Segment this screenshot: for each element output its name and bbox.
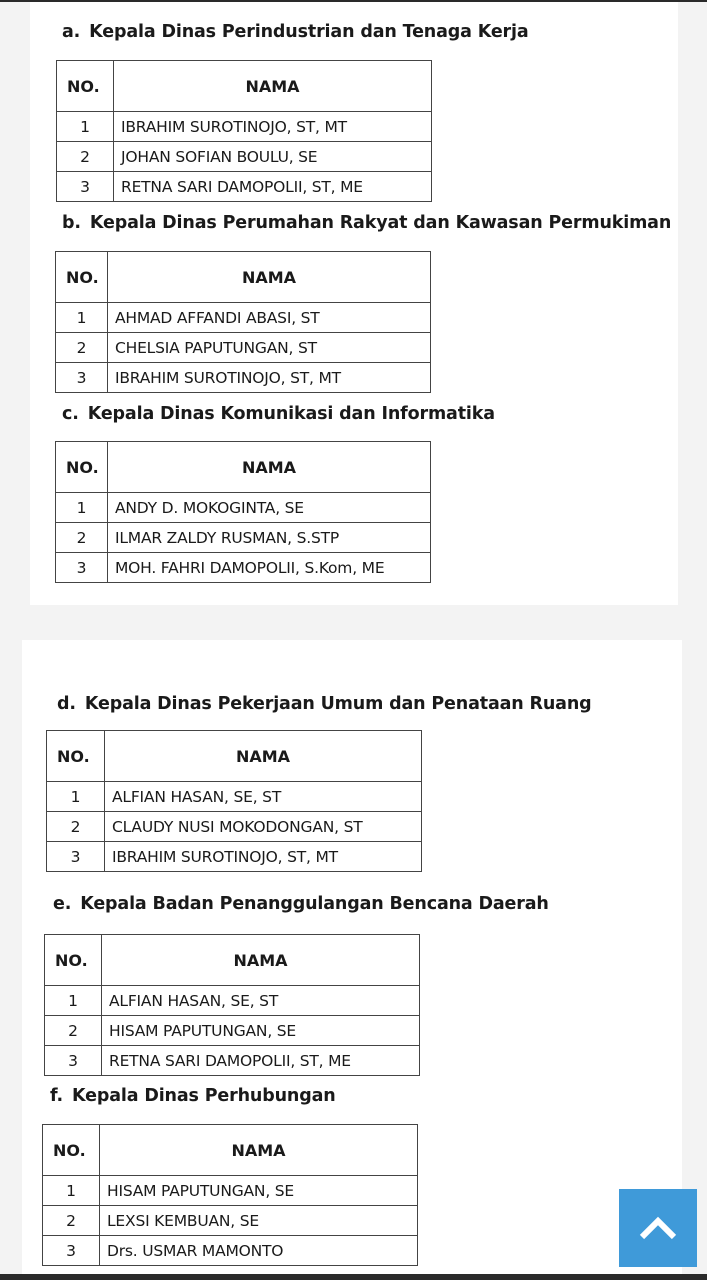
row-name: HISAM PAPUTUNGAN, SE: [102, 1016, 420, 1046]
row-name: Drs. USMAR MAMONTO: [100, 1236, 418, 1266]
section-letter: a.: [62, 22, 81, 42]
section-c-table: [55, 441, 431, 583]
section-e-table: [44, 934, 420, 1076]
table-row: [56, 523, 431, 553]
table-row: [43, 1206, 418, 1236]
section-letter: c.: [62, 404, 79, 424]
row-number: 1: [56, 303, 108, 333]
row-name: IBRAHIM SUROTINOJO, ST, MT: [108, 363, 431, 393]
table-row: [45, 1016, 420, 1046]
row-number: 3: [56, 363, 108, 393]
row-name: ILMAR ZALDY RUSMAN, S.STP: [108, 523, 431, 553]
section-e-heading: [53, 894, 549, 914]
row-name: AHMAD AFFANDI ABASI, ST: [108, 303, 431, 333]
section-b-table: [55, 251, 431, 393]
row-name: ALFIAN HASAN, SE, ST: [102, 986, 420, 1016]
section-letter: f.: [50, 1086, 64, 1106]
row-name: IBRAHIM SUROTINOJO, ST, MT: [114, 112, 432, 142]
table-row: [45, 986, 420, 1016]
row-number: 2: [47, 812, 105, 842]
header-no: NO.: [56, 442, 108, 493]
row-number: 1: [43, 1176, 100, 1206]
section-b-heading: [62, 213, 671, 233]
section-f-heading: [50, 1086, 336, 1106]
row-number: 3: [47, 842, 105, 872]
table-header-row: [47, 731, 422, 782]
row-number: 2: [56, 333, 108, 363]
section-title: Kepala Badan Penanggulangan Bencana Daerah: [80, 894, 549, 914]
table-row: [57, 112, 432, 142]
section-letter: d.: [57, 694, 76, 714]
chevron-up-icon: [638, 1215, 678, 1241]
row-name: ALFIAN HASAN, SE, ST: [105, 782, 422, 812]
row-number: 2: [57, 142, 114, 172]
row-name: RETNA SARI DAMOPOLII, ST, ME: [102, 1046, 420, 1076]
section-c-heading: [62, 404, 495, 424]
row-number: 2: [45, 1016, 102, 1046]
section-title: Kepala Dinas Perhubungan: [72, 1086, 336, 1106]
row-name: HISAM PAPUTUNGAN, SE: [100, 1176, 418, 1206]
table-header-row: [43, 1125, 418, 1176]
header-name: NAMA: [108, 442, 431, 493]
table-row: [57, 142, 432, 172]
table-header-row: [57, 61, 432, 112]
row-number: 2: [43, 1206, 100, 1236]
table-row: [56, 333, 431, 363]
table-row: [57, 172, 432, 202]
section-letter: b.: [62, 213, 81, 233]
row-name: RETNA SARI DAMOPOLII, ST, ME: [114, 172, 432, 202]
table-row: [56, 303, 431, 333]
section-d-heading: [57, 694, 592, 714]
header-no: NO.: [57, 61, 114, 112]
table-row: [56, 553, 431, 583]
row-name: CLAUDY NUSI MOKODONGAN, ST: [105, 812, 422, 842]
section-letter: e.: [53, 894, 72, 914]
row-number: 1: [47, 782, 105, 812]
row-number: 3: [43, 1236, 100, 1266]
table-row: [45, 1046, 420, 1076]
row-number: 3: [56, 553, 108, 583]
table-row: [56, 363, 431, 393]
row-name: MOH. FAHRI DAMOPOLII, S.Kom, ME: [108, 553, 431, 583]
table-row: [47, 842, 422, 872]
row-name: LEXSI KEMBUAN, SE: [100, 1206, 418, 1236]
table-header-row: [56, 252, 431, 303]
row-number: 1: [56, 493, 108, 523]
header-name: NAMA: [105, 731, 422, 782]
row-name: IBRAHIM SUROTINOJO, ST, MT: [105, 842, 422, 872]
section-title: Kepala Dinas Pekerjaan Umum dan Penataan Ruang: [84, 694, 592, 714]
header-no: NO.: [43, 1125, 100, 1176]
row-name: CHELSIA PAPUTUNGAN, ST: [108, 333, 431, 363]
header-name: NAMA: [102, 935, 420, 986]
table-header-row: [45, 935, 420, 986]
header-no: NO.: [45, 935, 102, 986]
table-row: [56, 493, 431, 523]
row-name: JOHAN SOFIAN BOULU, SE: [114, 142, 432, 172]
section-title: Kepala Dinas Komunikasi dan Informatika: [87, 404, 495, 424]
row-number: 2: [56, 523, 108, 553]
bottom-edge: [0, 1274, 707, 1280]
header-name: NAMA: [114, 61, 432, 112]
table-header-row: [56, 442, 431, 493]
section-title: Kepala Dinas Perindustrian dan Tenaga Kerja: [89, 22, 529, 42]
scroll-to-top-button[interactable]: [619, 1189, 697, 1267]
header-name: NAMA: [100, 1125, 418, 1176]
header-no: NO.: [56, 252, 108, 303]
section-a-heading: [62, 22, 529, 42]
header-no: NO.: [47, 731, 105, 782]
row-number: 1: [45, 986, 102, 1016]
section-d-table: [46, 730, 422, 872]
section-title: Kepala Dinas Perumahan Rakyat dan Kawasan Permukiman: [89, 213, 672, 233]
section-f-table: [42, 1124, 418, 1266]
table-row: [47, 812, 422, 842]
header-name: NAMA: [108, 252, 431, 303]
section-a-table: [56, 60, 432, 202]
row-number: 3: [45, 1046, 102, 1076]
table-row: [43, 1236, 418, 1266]
row-number: 3: [57, 172, 114, 202]
table-row: [47, 782, 422, 812]
row-number: 1: [57, 112, 114, 142]
row-name: ANDY D. MOKOGINTA, SE: [108, 493, 431, 523]
table-row: [43, 1176, 418, 1206]
